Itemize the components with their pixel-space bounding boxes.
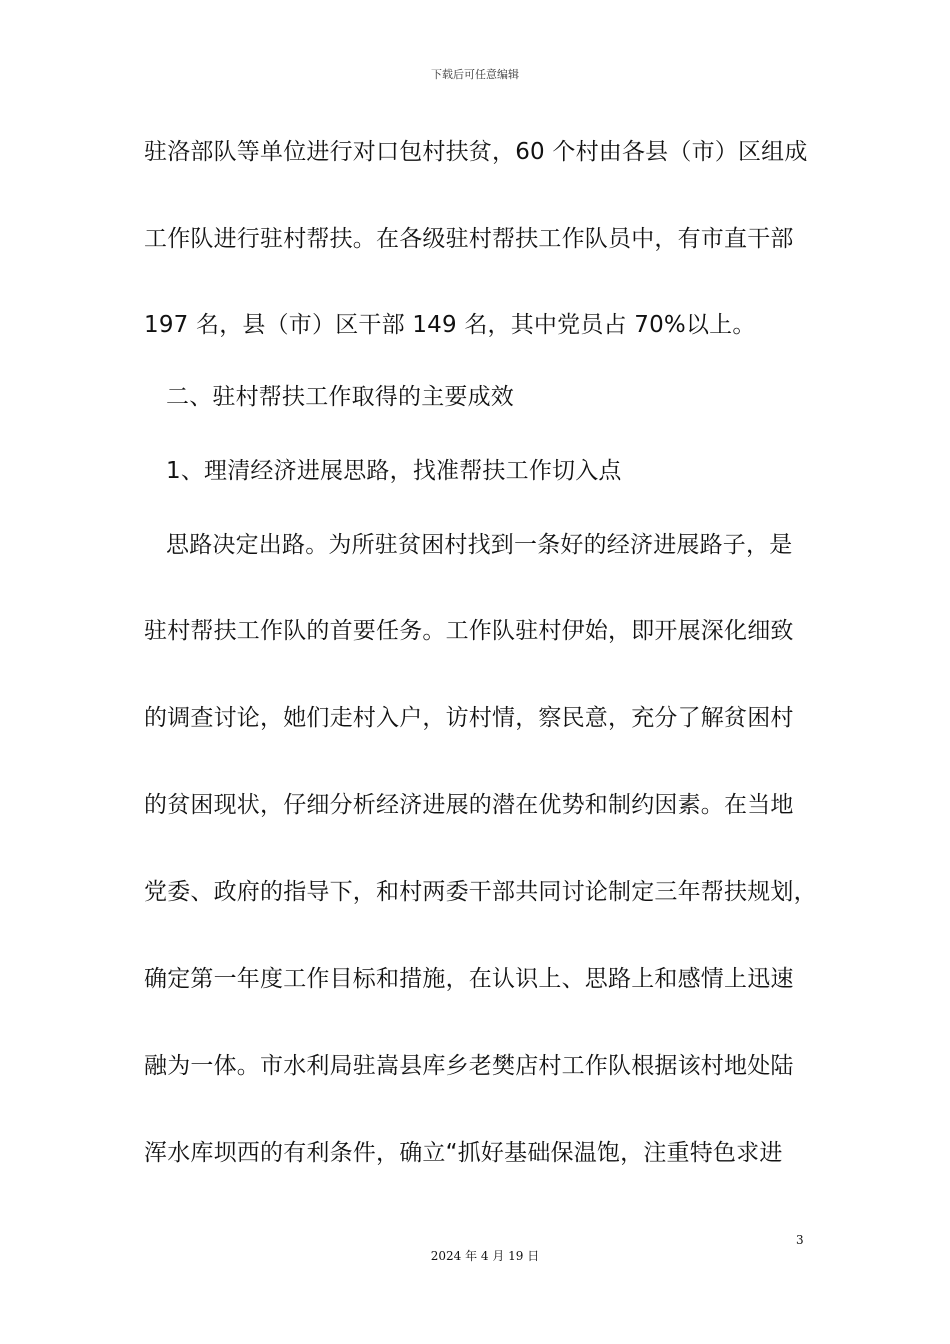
body-line: 融为一体。市水利局驻嵩县库乡老樊店村工作队根据该村地处陆 xyxy=(144,1053,794,1079)
body-line: 的调查讨论，她们走村入户，访村情，察民意，充分了解贫困村 xyxy=(144,705,794,731)
body-line: 确定第一年度工作目标和措施，在认识上、思路上和感情上迅速 xyxy=(144,966,794,992)
body-line: 浑水库坝西的有利条件，确立“抓好基础保温饱，注重特色求进 xyxy=(144,1140,783,1166)
footer-date: 2024 年 4 月 19 日 xyxy=(430,1249,540,1263)
body-line: 驻村帮扶工作队的首要任务。工作队驻村伊始，即开展深化细致 xyxy=(144,618,794,644)
body-line: 驻洛部队等单位进行对口包村扶贫，60 个村由各县（市）区组成 xyxy=(144,139,808,165)
body-line: 的贫困现状，仔细分析经济进展的潜在优势和制约因素。在当地 xyxy=(144,792,794,818)
subsection-heading: 1、理清经济进展思路，找准帮扶工作切入点 xyxy=(166,458,622,484)
section-heading: 二、驻村帮扶工作取得的主要成效 xyxy=(166,384,514,410)
page-number: 3 xyxy=(796,1233,804,1247)
body-line: 工作队进行驻村帮扶。在各级驻村帮扶工作队员中，有市直干部 xyxy=(144,226,794,252)
body-line: 思路决定出路。为所驻贫困村找到一条好的经济进展路子，是 xyxy=(166,532,793,558)
body-line: 党委、政府的指导下，和村两委干部共同讨论制定三年帮扶规划， xyxy=(144,879,817,905)
page-header: 下载后可任意编辑 xyxy=(431,68,519,81)
body-line: 197 名，县（市）区干部 149 名，其中党员占 70%以上。 xyxy=(144,312,756,338)
